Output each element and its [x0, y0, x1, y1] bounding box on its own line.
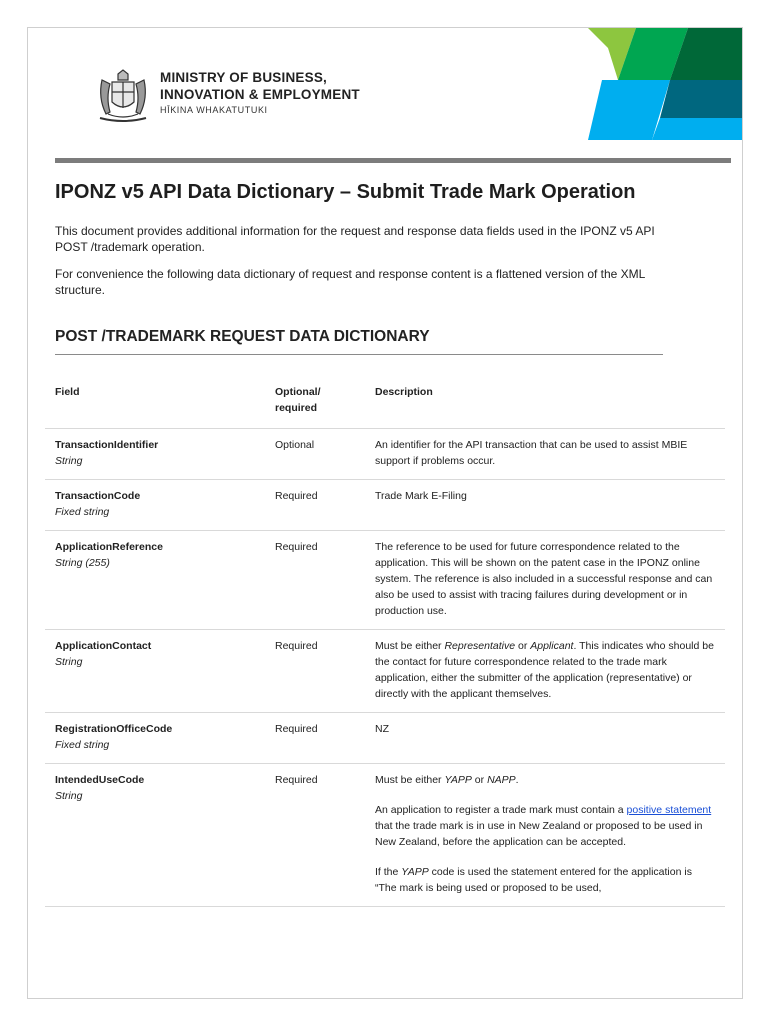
org-name-line1: MINISTRY OF BUSINESS, — [160, 70, 327, 85]
field-requirement: Required — [275, 541, 318, 553]
section-underline — [55, 354, 663, 355]
field-description: The reference to be used for future correspondence related to the application. This will be shown on the patent case in the IPONZ online system. The reference is also included in a successful response and can also be used to assist with tracing failures during development or in production use. — [375, 541, 713, 617]
table-row — [45, 713, 725, 764]
intro-paragraph-2: For convenience the following data dictionary of request and response content is a flattened version of the XML structure. — [55, 267, 645, 297]
desc-paragraph — [375, 864, 715, 896]
header-divider — [55, 158, 731, 163]
field-type: String — [55, 656, 83, 668]
intro-paragraph-1: This document provides additional information for the request and response data fields used in the IPONZ v5 API POST /trademark operation. — [55, 224, 655, 254]
header-optional-required: Optional/ required — [275, 386, 321, 414]
desc-text: or — [471, 774, 488, 786]
coat-of-arms-icon — [94, 68, 152, 126]
desc-paragraph — [375, 802, 715, 850]
field-requirement: Required — [275, 640, 318, 652]
table-row — [45, 531, 725, 630]
org-maori-name: HĪKINA WHAKATUTUKI — [160, 105, 268, 115]
field-description: An identifier for the API transaction that can be used to assist MBIE support if problems occur. — [375, 439, 688, 467]
desc-text: Must be either — [375, 640, 445, 652]
positive-statement-link[interactable]: positive statement — [626, 804, 712, 816]
field-name: TransactionIdentifier — [55, 439, 159, 451]
table-header-row — [45, 374, 725, 429]
mbie-logo — [94, 68, 424, 146]
desc-text: Must be either — [375, 774, 445, 786]
table-row — [45, 429, 725, 480]
table-row — [45, 764, 725, 907]
table-row — [45, 480, 725, 531]
desc-emphasis: YAPP — [444, 774, 472, 786]
desc-text: . This indicates who should be the contact for future correspondence related to the trade mark application, either the submitter of the application (representative) or directly with the applicant themselves. — [375, 640, 714, 700]
field-requirement: Required — [275, 490, 318, 502]
field-description: Trade Mark E-Filing — [375, 490, 467, 502]
table-row — [45, 630, 725, 713]
field-type: Fixed string — [55, 506, 110, 518]
field-description — [365, 630, 725, 713]
desc-text: that the trade mark is in use in New Zealand or proposed to be used in New Zealand, before the application can be accepted. — [375, 820, 703, 848]
desc-text: or — [515, 640, 531, 652]
header-description: Description — [375, 386, 433, 398]
desc-text: . — [515, 774, 519, 786]
desc-emphasis: Representative — [444, 640, 516, 652]
field-name: TransactionCode — [55, 490, 141, 502]
page-title: IPONZ v5 API Data Dictionary – Submit Trade Mark Operation — [55, 181, 636, 203]
field-requirement: Optional — [275, 439, 315, 451]
field-type: String (255) — [55, 557, 110, 569]
brand-graphic — [588, 28, 742, 140]
field-name: IntendedUseCode — [55, 774, 145, 786]
field-description: NZ — [375, 723, 389, 735]
field-name: RegistrationOfficeCode — [55, 723, 173, 735]
header-field: Field — [55, 386, 80, 398]
desc-text: An application to register a trade mark must contain a — [375, 804, 627, 816]
field-type: Fixed string — [55, 739, 110, 751]
desc-emphasis: NAPP — [487, 774, 516, 786]
field-name: ApplicationContact — [55, 640, 152, 652]
desc-emphasis: YAPP — [401, 866, 429, 878]
desc-emphasis: Applicant — [530, 640, 574, 652]
org-name-line2: INNOVATION & EMPLOYMENT — [160, 87, 360, 102]
field-requirement: Required — [275, 723, 318, 735]
section-heading: POST /TRADEMARK REQUEST DATA DICTIONARY — [55, 328, 430, 345]
field-description — [365, 764, 725, 907]
desc-paragraph — [375, 772, 715, 788]
field-name: ApplicationReference — [55, 541, 163, 553]
field-requirement: Required — [275, 774, 318, 786]
data-dictionary-table — [45, 374, 725, 907]
field-type: String — [55, 455, 83, 467]
field-type: String — [55, 790, 83, 802]
document-page — [27, 27, 743, 999]
desc-text: code is used the statement entered for the application is “The mark is being used or proposed to be used, — [375, 866, 692, 894]
desc-text: If the — [375, 866, 402, 878]
